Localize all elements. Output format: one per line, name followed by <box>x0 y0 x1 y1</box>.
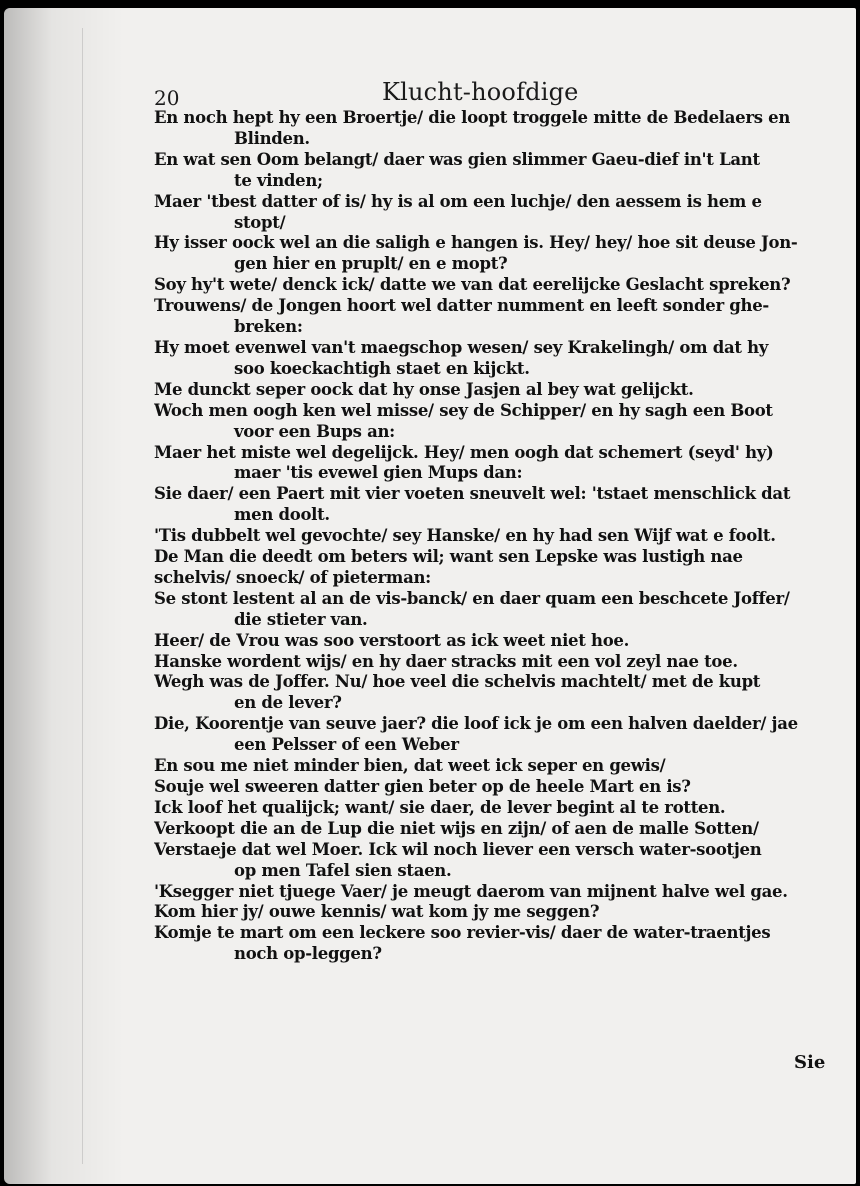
text-line: een Pelsser of een Weber <box>234 735 459 755</box>
text-line: en de lever? <box>234 693 342 713</box>
text-line: op men Tafel sien staen. <box>234 860 452 880</box>
text-line: Soy hy't wete/ denck ick/ datte we van dat eerelijcke Geslacht spreken? <box>154 275 791 295</box>
text-line: Verstaeje dat wel Moer. Ick wil noch liever een versch water-sootjen <box>154 839 762 859</box>
text-line: Maer het miste wel degelijck. Hey/ men oogh dat schemert (seyd' hy) <box>154 442 774 462</box>
text-line: Ick loof het qualijck; want/ sie daer, de lever begint al te rotten. <box>154 797 726 817</box>
text-line: gen hier en pruplt/ en e mopt? <box>234 254 508 274</box>
text-line: noch op-leggen? <box>234 944 382 964</box>
book-page <box>4 8 856 1184</box>
text-line: Woch men oogh ken wel misse/ sey de Schipper/ en hy sagh een Boot <box>154 400 773 420</box>
gutter-shadow <box>82 28 83 1164</box>
text-line: 'Ksegger niet tjuege Vaer/ je meugt daerom van mijnent halve wel gae. <box>154 881 788 901</box>
text-line: Hanske wordent wijs/ en hy daer stracks mit een vol zeyl nae toe. <box>154 651 738 671</box>
text-line: Blinden. <box>234 128 310 148</box>
text-line: En noch hept hy een Broertje/ die loopt troggele mitte de Bedelaers en <box>154 108 791 127</box>
text-line: men doolt. <box>234 505 330 525</box>
text-line: Verkoopt die an de Lup die niet wijs en zijn/ of aen de malle Sotten/ <box>154 818 759 838</box>
text-line: schelvis/ snoeck/ of pieterman: <box>154 567 431 587</box>
text-line: Trouwens/ de Jongen hoort wel datter numment en leeft sonder ghe- <box>154 296 769 316</box>
catchword: Sie <box>794 1052 826 1073</box>
verse-text <box>154 108 844 965</box>
text-line: Me dunckt seper oock dat hy onse Jasjen al bey wat gelijckt. <box>154 379 694 399</box>
text-line: Se stont lestent al an de vis-banck/ en daer quam een beschcete Joffer/ <box>154 588 790 608</box>
text-line: voor een Bups an: <box>234 421 395 441</box>
text-line: Komje te mart om een leckere soo revier-vis/ daer de water-traentjes <box>154 923 771 943</box>
text-line: Kom hier jy/ ouwe kennis/ wat kom jy me seggen? <box>154 902 600 922</box>
page-number: 20 <box>154 86 180 110</box>
text-line: Hy isser oock wel an die saligh e hangen is. Hey/ hey/ hoe sit deuse Jon- <box>154 233 798 253</box>
text-line: stopt/ <box>234 212 286 232</box>
text-line: Sie daer/ een Paert mit vier voeten sneuvelt wel: 'tstaet menschlick dat <box>154 484 791 504</box>
text-line: te vinden; <box>234 170 323 190</box>
text-line: breken: <box>234 317 303 337</box>
text-line: Maer 'tbest datter of is/ hy is al om een luchje/ den aessem is hem e <box>154 191 762 211</box>
text-line: 'Tis dubbelt wel gevochte/ sey Hanske/ en hy had sen Wijf wat e foolt. <box>154 526 776 546</box>
text-line: De Man die deedt om beters wil; want sen Lepske was lustigh nae <box>154 547 743 567</box>
text-line: Souje wel sweeren datter gien beter op de heele Mart en is? <box>154 777 691 796</box>
text-line: soo koeckachtigh staet en kijckt. <box>234 358 530 378</box>
text-line: maer 'tis evewel gien Mups dan: <box>234 463 523 483</box>
text-line: En wat sen Oom belangt/ daer was gien slimmer Gaeu-dief in't Lant <box>154 149 760 169</box>
text-line: En sou me niet minder bien, dat weet ick seper en gewis/ <box>154 756 666 776</box>
text-line: Hy moet evenwel van't maegschop wesen/ sey Krakelingh/ om dat hy <box>154 337 769 357</box>
text-line: Wegh was de Joffer. Nu/ hoe veel die schelvis machtelt/ met de kupt <box>154 672 761 692</box>
text-line: Die, Koorentje van seuve jaer? die loof ick je om een halven daelder/ jae <box>154 714 798 734</box>
running-title: Klucht-hoofdige <box>382 78 579 106</box>
text-line: die stieter van. <box>234 609 368 629</box>
text-line: Heer/ de Vrou was soo verstoort as ick weet niet hoe. <box>154 630 630 650</box>
